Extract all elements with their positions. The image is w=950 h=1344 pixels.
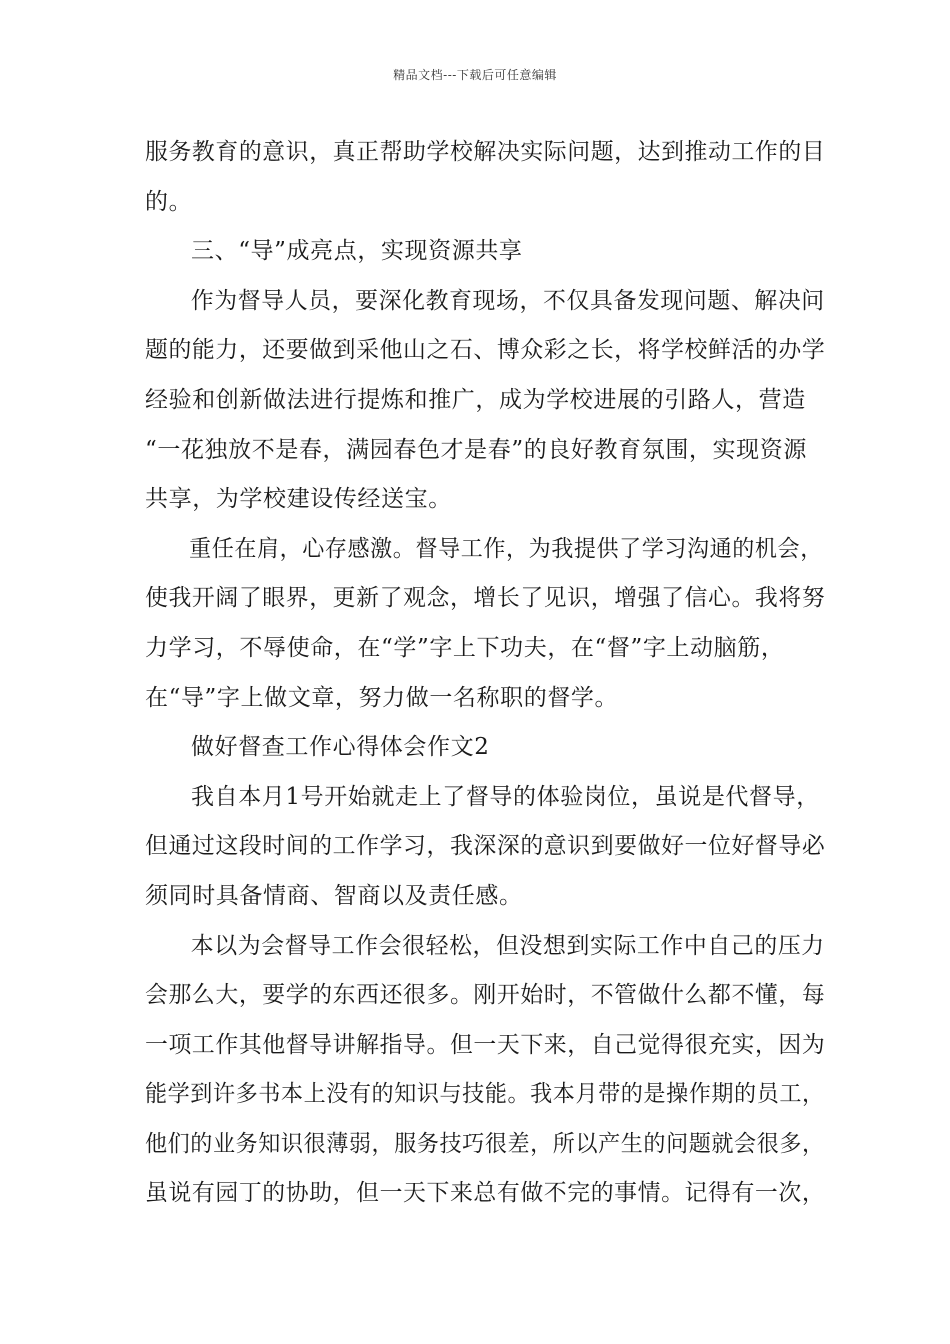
text-line: 经验和创新做法进行提炼和推广，成为学校进展的引路人，营造 xyxy=(145,386,806,413)
text-line: 重任在肩，心存感激。督导工作，为我提供了学习沟通的机会， xyxy=(189,535,823,562)
text-line: 做好督查工作心得体会作文2 xyxy=(191,734,490,761)
text-line: 会那么大，要学的东西还很多。刚开始时，不管做什么都不懂，每 xyxy=(145,982,826,1009)
text-line: 使我开阔了眼界，更新了观念，增长了见识，增强了信心。我将努 xyxy=(145,585,826,612)
text-line: 但通过这段时间的工作学习，我深深的意识到要做好一位好督导必 xyxy=(145,833,826,860)
document-body xyxy=(145,128,825,1219)
page-header: 精品文档---下载后可任意编辑 xyxy=(393,68,557,82)
text-line: 三、“导”成亮点，实现资源共享 xyxy=(191,238,523,265)
text-line: 在“导”字上做文章，努力做一名称职的督学。 xyxy=(145,684,619,711)
text-line: 力学习，不辱使命，在“学”字上下功夫，在“督”字上动脑筋， xyxy=(145,634,785,661)
text-line: “一花独放不是春，满园春色才是春”的良好教育氛围，实现资源 xyxy=(145,436,807,463)
text-line: 我自本月1号开始就走上了督导的体验岗位，虽说是代督导， xyxy=(191,783,820,810)
text-line: 服务教育的意识，真正帮助学校解决实际问题，达到推动工作的目 xyxy=(145,139,826,165)
text-line: 他们的业务知识很薄弱，服务技巧很差，所以产生的问题就会很多， xyxy=(145,1130,825,1157)
text-line: 的。 xyxy=(145,188,193,215)
text-line: 共享，为学校建设传经送宝。 xyxy=(145,486,452,513)
text-line: 作为督导人员，要深化教育现场，不仅具备发现问题、解决问 xyxy=(190,287,825,314)
text-line: 题的能力，还要做到采他山之石、博众彩之长，将学校鲜活的办学 xyxy=(145,337,826,364)
text-line: 能学到许多书本上没有的知识与技能。我本月带的是操作期的员工， xyxy=(145,1081,825,1108)
text-line: 须同时具备情商、智商以及责任感。 xyxy=(145,882,523,909)
text-line: 一项工作其他督导讲解指导。但一天下来，自己觉得很充实，因为 xyxy=(145,1031,826,1058)
text-line: 虽说有园丁的协助，但一天下来总有做不完的事情。记得有一次， xyxy=(145,1180,826,1207)
text-line: 本以为会督导工作会很轻松，但没想到实际工作中自己的压力 xyxy=(190,932,825,959)
